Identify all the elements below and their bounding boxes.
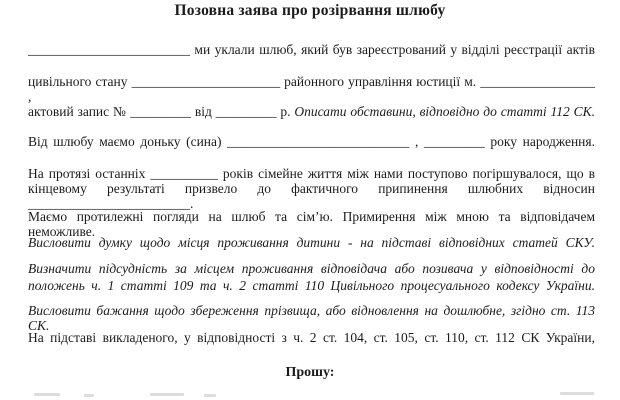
marriage-registration-line: ________________________ ми уклали шлюб, який був зареєстрований у відділі реєстрації актів: [28, 42, 595, 57]
child-residence-instruction-note: Висловити думку щодо місця проживання дитини - на підставі відповідних статей СКУ.: [28, 235, 595, 250]
reconciliation-impossible-line: Маємо протилежні погляди на шлюб та сім’ю. Примирення між мною та відповідачем неможливе.: [28, 209, 595, 239]
clipped-text-fragment: [84, 394, 94, 397]
circumstances-instruction-note: Описати обставини, відповідно до статті 112 СК.: [294, 104, 595, 119]
request-heading: Прошу:: [285, 365, 335, 380]
clipped-text-fragment: [560, 392, 594, 395]
act-record-text: актовий запис № _________ від _________ р.: [28, 104, 295, 119]
children-line: Від шлюбу маємо доньку (сина) ___________________________ , _________ року народження.: [28, 134, 595, 149]
document-title: Позовна заява про розірвання шлюбу: [174, 2, 446, 19]
marriage-deterioration-paragraph: На протязі останніх __________ років сімейне життя між нами поступово погіршувалося, що в кінцевому результаті призвело до фактичного припинення шлюбних відносин ________________________.: [28, 166, 595, 211]
clipped-text-fragment: [150, 393, 184, 396]
clipped-text-fragment: [34, 393, 60, 396]
jurisdiction-instruction-note: Визначити підсудність за місцем проживання відповідача або позивача у відповідності до положень ч. 1 статті 109 та ч. 2 статті 110 Цивільного процесуального кодексу України.: [28, 261, 595, 293]
surname-instruction-note: Висловити бажання щодо збереження прізвища, або відновлення на дошлюбне, згідно ст. 113 СК.: [28, 303, 595, 333]
civil-registry-office-line: цивільного стану ______________________ районного управління юстиції м. _________________ ,: [28, 74, 595, 104]
legal-basis-line: На підставі викладеного, у відповідності з ч. 2 ст. 104, ст. 105, ст. 110, ст. 112 СК України,: [28, 330, 595, 345]
clipped-text-fragment: [204, 394, 216, 397]
act-record-line: [28, 104, 595, 119]
